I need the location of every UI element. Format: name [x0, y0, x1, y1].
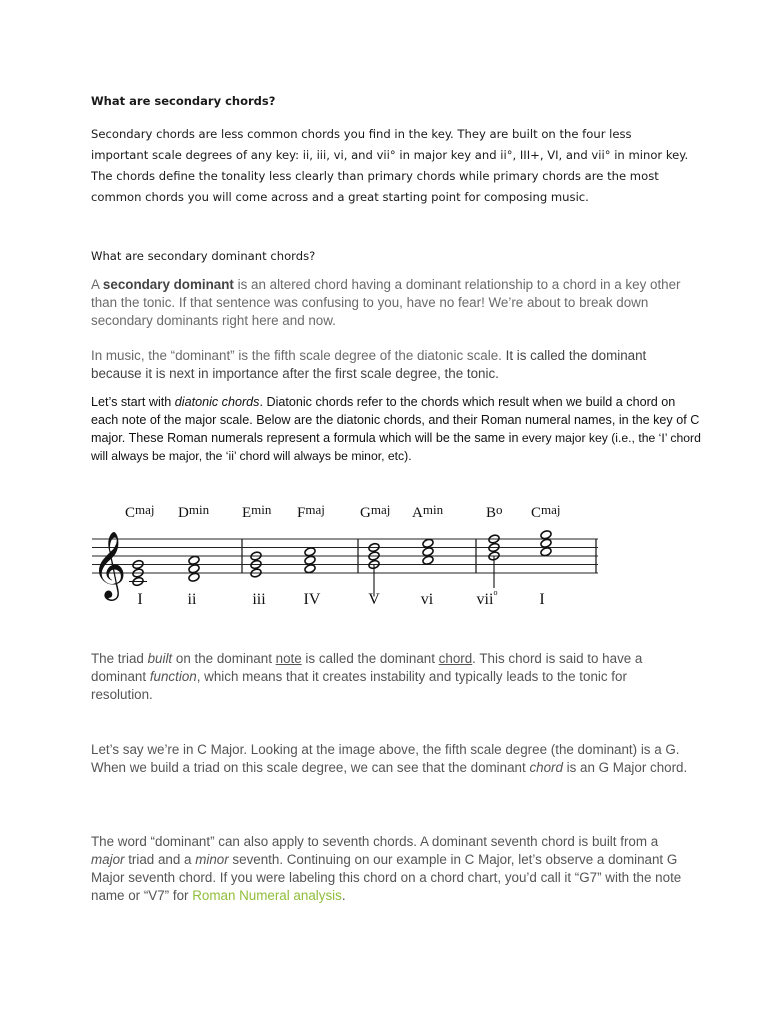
text-run: Let’s start with — [91, 395, 175, 409]
chord-name-label — [297, 502, 325, 521]
link-note[interactable]: note — [275, 651, 302, 666]
paragraph-c-major-example — [91, 741, 691, 777]
text-run: every major key (i.e., the ‘I’ chord will always be major, the ‘ii’ chord will always be minor, etc). — [91, 431, 701, 463]
note-head — [422, 547, 434, 557]
paragraph-dominant-chord-function — [91, 650, 691, 704]
text-run: is an altered chord having a dominant relationship to a chord in a key other than the tonic. If that sentence was confusing to you, have no fear! We’re about to break down secondary dominants right here and now. — [91, 277, 681, 328]
heading-secondary-dominant-chords: What are secondary dominant chords? — [91, 249, 316, 263]
diatonic-chords-staff — [90, 496, 610, 612]
chord-2 — [188, 555, 200, 582]
chord-8 — [540, 530, 552, 557]
paragraph-dominant-definition — [91, 347, 691, 383]
text-run: The word “dominant” can also apply to seventh chords. A dominant seventh chord is built from a — [91, 834, 659, 849]
roman-numeral: I — [539, 591, 545, 608]
chord-quality: min — [422, 502, 444, 517]
roman-numeral: vii$^o$ — [476, 588, 498, 608]
text-run: seventh. Continuing on our example in C Major, let’s observe a dominant G Major seventh chord. If you were labeling this chord on a chord chart, you’d call it “G7” with the note name or “V7” for — [91, 852, 682, 903]
chord-quality: min — [188, 502, 210, 517]
note-head — [188, 572, 200, 582]
italic-word: chord — [529, 760, 563, 775]
note-head — [304, 555, 316, 565]
chord-quality: maj — [541, 502, 561, 517]
chord-root: C — [125, 505, 136, 521]
italic-word: major — [91, 852, 125, 867]
chord-6 — [422, 538, 434, 565]
diminished-sign: o — [493, 588, 498, 597]
heading-secondary-chords: What are secondary chords? — [91, 94, 276, 108]
chord-name-label — [125, 502, 155, 521]
chord-root: E — [242, 505, 252, 521]
chord-name-label — [412, 502, 444, 521]
note-head — [540, 538, 552, 548]
link-roman-numeral-analysis[interactable]: Roman Numeral analysis — [192, 888, 342, 903]
chord-root: A — [412, 505, 423, 521]
bold-term-secondary-dominant: secondary dominant — [102, 277, 234, 292]
text-run: Let’s say we’re in C Major. Looking at the image above, the fifth scale degree (the dominant) is a G. When we build a triad on this scale degree, we can see that the dominant — [91, 742, 680, 775]
note-head — [188, 564, 200, 574]
note-head — [304, 547, 316, 557]
roman-numeral: I — [137, 591, 143, 608]
text-run: . Diatonic chords refer to the chords which result when we build a chord on each note of the major scale. Below are the diatonic chords, and their Roman numeral names, in the key of C major. These Roman numerals represent a formula which will be the same in — [91, 395, 700, 445]
note-head — [422, 555, 434, 565]
chord-name-label — [360, 502, 390, 521]
chord-root: D — [178, 505, 189, 521]
staff-lines — [92, 539, 598, 573]
text-run: It is called the dominant because it is next in importance after the first scale degree, the tonic. — [91, 348, 647, 381]
roman-numeral: V — [368, 591, 380, 608]
note-head — [304, 564, 316, 574]
italic-word: built — [147, 651, 173, 666]
note-head — [422, 538, 434, 548]
roman-numeral: iii — [252, 591, 266, 608]
chord-quality: maj — [370, 502, 391, 517]
chord-name-label — [242, 502, 272, 521]
chord-name-label — [531, 502, 561, 521]
link-chord[interactable]: chord — [438, 651, 473, 666]
chord-root: G — [360, 505, 371, 521]
italic-word: minor — [195, 852, 229, 867]
italic-term-diatonic-chords: diatonic chords — [174, 395, 260, 409]
text-run: . — [341, 888, 346, 903]
text-run: . This chord is said to have a dominant — [91, 651, 643, 684]
text-run: In music, the “dominant” is the fifth scale degree of the diatonic scale. — [91, 348, 502, 363]
roman-numeral: IV — [303, 591, 321, 608]
note-head — [540, 530, 552, 540]
text-run: , which means that it creates instability and typically leads to the tonic for resolution. — [91, 669, 627, 702]
chord-quality: o — [496, 502, 503, 517]
text-run: on the dominant — [172, 651, 276, 666]
chord-root: C — [531, 505, 542, 521]
chord-notes — [129, 530, 552, 597]
chord-quality: maj — [135, 502, 155, 517]
chord-4 — [304, 547, 316, 574]
chord-name-labels — [125, 502, 561, 521]
text-run: is called the dominant — [301, 651, 439, 666]
note-head — [540, 547, 552, 557]
italic-word: function — [149, 669, 197, 684]
chord-root: B — [486, 505, 497, 521]
text-run: A — [91, 277, 103, 292]
treble-clef-icon: 𝄞 — [92, 530, 127, 598]
paragraph-secondary-dominant-definition — [91, 276, 691, 330]
chord-name-label — [486, 502, 503, 521]
chord-root: F — [297, 505, 306, 521]
chord-quality: maj — [305, 502, 325, 517]
chord-name-label — [178, 502, 210, 521]
text-run: The triad — [91, 651, 148, 666]
paragraph-secondary-chords: Secondary chords are less common chords you find in the key. They are built on the four less important scale degrees of any key: ii, iii, vi, and vii° in major key and ii°, III+, VI, and vii° in minor key. The chords define the tonality less clearly than primary chords while primary chords are the most common chords you will come across and a great starting point for composing music. — [91, 127, 689, 204]
roman-numeral: vi — [420, 591, 434, 608]
text-run: triad and a — [124, 852, 196, 867]
paragraph-diatonic-chords — [91, 393, 701, 465]
roman-numeral: ii — [187, 591, 197, 608]
chord-quality: min — [251, 502, 272, 517]
paragraph-seventh-chords — [91, 833, 691, 905]
text-run: is an G Major chord. — [562, 760, 688, 775]
note-head — [188, 555, 200, 565]
roman-numeral-labels — [137, 588, 544, 608]
